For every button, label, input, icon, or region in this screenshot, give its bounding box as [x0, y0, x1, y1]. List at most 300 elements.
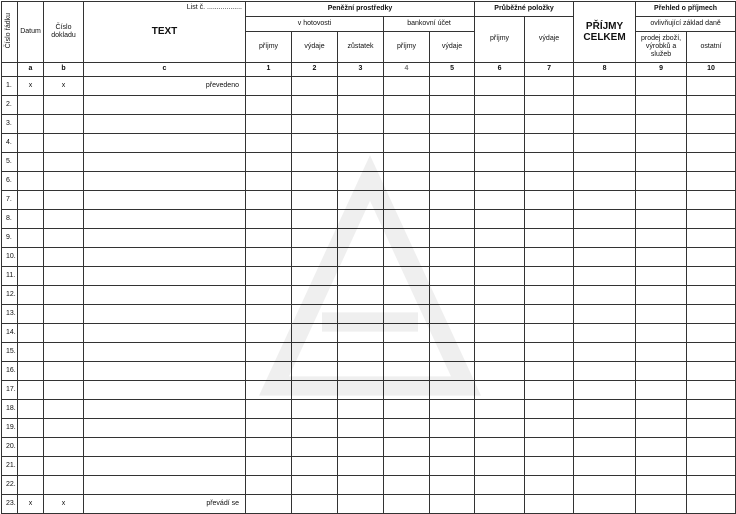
cash-expense-cell [292, 305, 338, 324]
row-number-cell: 9. [2, 229, 18, 248]
cash-balance-cell [338, 305, 384, 324]
text-cell [84, 115, 246, 134]
sales-cell [636, 419, 687, 438]
transit-expense-cell [525, 324, 574, 343]
table-row [2, 305, 736, 324]
transit-income-cell [475, 343, 525, 362]
doc-number-cell [44, 400, 84, 419]
date-cell [18, 381, 44, 400]
cash-balance-cell [338, 495, 384, 514]
sales-cell [636, 210, 687, 229]
transit-income-cell [475, 210, 525, 229]
transit-expense-cell [525, 343, 574, 362]
date-cell: x [18, 77, 44, 96]
date-cell: x [18, 495, 44, 514]
doc-number-cell [44, 476, 84, 495]
table-row [2, 191, 736, 210]
income-total-cell [574, 419, 636, 438]
date-cell [18, 248, 44, 267]
sales-cell [636, 476, 687, 495]
cash-expense-cell [292, 96, 338, 115]
transit-income-cell [475, 495, 525, 514]
bank-income-cell [384, 305, 430, 324]
cash-balance-cell [338, 96, 384, 115]
table-row [2, 438, 736, 457]
income-total-header: PŘÍJMY CELKEM [574, 2, 636, 63]
table-row [2, 362, 736, 381]
cash-income-cell [246, 286, 292, 305]
date-cell [18, 229, 44, 248]
text-cell [84, 248, 246, 267]
cash-expense-cell [292, 77, 338, 96]
sales-cell [636, 172, 687, 191]
other-cell [687, 77, 736, 96]
row-number-label: Číslo řádku [5, 12, 13, 49]
transit-income-cell [475, 362, 525, 381]
doc-number-cell [44, 381, 84, 400]
sales-header: prodej zboží, výrobků a služeb [636, 32, 687, 63]
income-total-cell [574, 476, 636, 495]
cash-income-cell [246, 172, 292, 191]
column-index-4: 4 [384, 63, 430, 77]
cash-balance-cell [338, 191, 384, 210]
transit-income-cell [475, 191, 525, 210]
other-header: ostatní [687, 32, 736, 63]
transit-expense-cell [525, 77, 574, 96]
text-cell [84, 210, 246, 229]
other-cell [687, 343, 736, 362]
bank-income-cell [384, 419, 430, 438]
cash-expense-cell [292, 172, 338, 191]
text-label: TEXT [151, 26, 178, 38]
sales-cell [636, 495, 687, 514]
column-index-2: 2 [292, 63, 338, 77]
transit-income-cell [475, 438, 525, 457]
cash-income-cell [246, 343, 292, 362]
bank-expense-cell [430, 457, 475, 476]
transit-income-cell [475, 172, 525, 191]
transit-expense-cell [525, 457, 574, 476]
bank-income-cell [384, 400, 430, 419]
date-cell [18, 324, 44, 343]
bank-income-cell [384, 115, 430, 134]
cash-income-cell [246, 77, 292, 96]
row-number-cell: 7. [2, 191, 18, 210]
income-total-cell [574, 495, 636, 514]
other-cell [687, 267, 736, 286]
other-cell [687, 96, 736, 115]
bank-income-cell [384, 438, 430, 457]
table-row [2, 267, 736, 286]
sales-cell [636, 400, 687, 419]
bank-expense-cell [430, 172, 475, 191]
cash-income-cell [246, 153, 292, 172]
doc-number-cell [44, 248, 84, 267]
other-cell [687, 381, 736, 400]
cash-expense-header: výdaje [292, 32, 338, 63]
table-row [2, 324, 736, 343]
income-total-cell [574, 248, 636, 267]
transit-expense-cell [525, 400, 574, 419]
transit-income-cell [475, 134, 525, 153]
date-cell [18, 362, 44, 381]
bank-income-cell [384, 191, 430, 210]
text-cell [84, 172, 246, 191]
cash-income-cell [246, 134, 292, 153]
transit-expense-cell [525, 381, 574, 400]
transit-items-header: Průběžné položky [475, 2, 574, 17]
table-row [2, 400, 736, 419]
sales-cell [636, 324, 687, 343]
table-row [2, 248, 736, 267]
transit-income-cell [475, 115, 525, 134]
other-cell [687, 324, 736, 343]
sales-cell [636, 343, 687, 362]
table-row [2, 115, 736, 134]
cash-expense-cell [292, 191, 338, 210]
table-row [2, 172, 736, 191]
row-number-cell: 6. [2, 172, 18, 191]
table-body [2, 77, 736, 514]
date-cell [18, 191, 44, 210]
doc-number-cell [44, 210, 84, 229]
sales-cell [636, 286, 687, 305]
cash-income-cell [246, 248, 292, 267]
cash-balance-cell [338, 229, 384, 248]
doc-number-cell [44, 419, 84, 438]
sales-cell [636, 267, 687, 286]
cash-expense-cell [292, 286, 338, 305]
bank-expense-cell [430, 248, 475, 267]
cash-expense-cell [292, 229, 338, 248]
transit-income-cell [475, 305, 525, 324]
table-row [2, 229, 736, 248]
row-number-cell: 15. [2, 343, 18, 362]
sales-cell [636, 305, 687, 324]
sales-cell [636, 134, 687, 153]
doc-number-cell [44, 191, 84, 210]
bank-expense-cell [430, 153, 475, 172]
text-cell [84, 362, 246, 381]
table-row [2, 210, 736, 229]
income-total-cell [574, 457, 636, 476]
column-index-10: 10 [687, 63, 736, 77]
cash-balance-cell [338, 210, 384, 229]
cash-income-cell [246, 381, 292, 400]
transit-expense-cell [525, 248, 574, 267]
text-cell [84, 134, 246, 153]
cash-book-table [1, 1, 736, 514]
doc-number-cell [44, 343, 84, 362]
cash-income-cell [246, 115, 292, 134]
cash-income-cell [246, 267, 292, 286]
bank-expense-cell [430, 438, 475, 457]
income-overview-header: Přehled o příjmech [636, 2, 736, 17]
row-number-cell: 2. [2, 96, 18, 115]
cash-balance-cell [338, 419, 384, 438]
table-row [2, 153, 736, 172]
doc-number-cell [44, 96, 84, 115]
text-cell [84, 229, 246, 248]
income-total-cell [574, 210, 636, 229]
cash-balance-cell [338, 77, 384, 96]
other-cell [687, 419, 736, 438]
doc-number-cell [44, 153, 84, 172]
row-number-cell: 10. [2, 248, 18, 267]
bank-expense-cell [430, 77, 475, 96]
transit-income-cell [475, 324, 525, 343]
bank-income-cell [384, 324, 430, 343]
transit-income-cell [475, 153, 525, 172]
doc-number-cell: x [44, 495, 84, 514]
bank-expense-cell [430, 476, 475, 495]
text-cell [84, 96, 246, 115]
row-number-cell: 3. [2, 115, 18, 134]
bank-income-cell [384, 134, 430, 153]
transit-expense-cell [525, 267, 574, 286]
cash-balance-cell [338, 381, 384, 400]
transit-expense-cell [525, 191, 574, 210]
text-cell [84, 286, 246, 305]
column-index-c: c [84, 63, 246, 77]
cash-expense-cell [292, 438, 338, 457]
column-index-a: a [18, 63, 44, 77]
column-index-6: 6 [475, 63, 525, 77]
bank-expense-cell [430, 229, 475, 248]
cash-income-cell [246, 191, 292, 210]
income-total-cell [574, 96, 636, 115]
column-index-8: 8 [574, 63, 636, 77]
bank-income-cell [384, 77, 430, 96]
income-total-cell [574, 153, 636, 172]
sales-cell [636, 191, 687, 210]
cash-balance-cell [338, 134, 384, 153]
text-cell [84, 153, 246, 172]
bank-income-cell [384, 286, 430, 305]
text-cell [84, 343, 246, 362]
other-cell [687, 115, 736, 134]
transit-expense-cell [525, 438, 574, 457]
table-row [2, 457, 736, 476]
table-row [2, 286, 736, 305]
row-number-cell: 20. [2, 438, 18, 457]
bank-income-cell [384, 153, 430, 172]
transit-expense-cell [525, 495, 574, 514]
bank-expense-cell [430, 495, 475, 514]
date-cell [18, 267, 44, 286]
income-total-cell [574, 362, 636, 381]
cash-expense-cell [292, 248, 338, 267]
income-total-cell [574, 381, 636, 400]
cash-income-cell [246, 495, 292, 514]
row-number-cell: 12. [2, 286, 18, 305]
column-index-3: 3 [338, 63, 384, 77]
column-index-7: 7 [525, 63, 574, 77]
bank-income-cell [384, 495, 430, 514]
income-total-cell [574, 77, 636, 96]
cash-expense-cell [292, 343, 338, 362]
cash-income-cell [246, 457, 292, 476]
text-cell [84, 419, 246, 438]
transit-income-cell [475, 248, 525, 267]
transit-expense-cell [525, 362, 574, 381]
income-total-cell [574, 324, 636, 343]
transit-expense-cell [525, 115, 574, 134]
cash-balance-cell [338, 476, 384, 495]
transit-income-cell [475, 96, 525, 115]
cash-income-header: příjmy [246, 32, 292, 63]
cash-income-cell [246, 362, 292, 381]
bank-income-cell [384, 267, 430, 286]
income-total-cell [574, 400, 636, 419]
bank-income-cell [384, 96, 430, 115]
transit-expense-cell [525, 210, 574, 229]
tax-base-header: ovlivňující základ daně [636, 17, 736, 32]
text-cell [84, 267, 246, 286]
cash-in-hand-header: v hotovosti [246, 17, 384, 32]
transit-income-header: příjmy [475, 17, 525, 63]
bank-expense-cell [430, 400, 475, 419]
transit-income-cell [475, 457, 525, 476]
bank-expense-cell [430, 419, 475, 438]
table-row [2, 381, 736, 400]
cash-balance-cell [338, 286, 384, 305]
date-cell [18, 210, 44, 229]
row-number-cell: 11. [2, 267, 18, 286]
bank-income-header: příjmy [384, 32, 430, 63]
date-cell [18, 172, 44, 191]
date-cell [18, 400, 44, 419]
bank-account-header: bankovní účet [384, 17, 475, 32]
sales-cell [636, 381, 687, 400]
doc-number-cell [44, 267, 84, 286]
doc-number-cell [44, 438, 84, 457]
other-cell [687, 495, 736, 514]
bank-expense-cell [430, 286, 475, 305]
doc-number-cell [44, 324, 84, 343]
text-cell [84, 381, 246, 400]
transit-income-cell [475, 229, 525, 248]
row-number-cell: 13. [2, 305, 18, 324]
transit-income-cell [475, 77, 525, 96]
date-label: Datum [20, 27, 41, 35]
text-cell [84, 457, 246, 476]
bank-income-cell [384, 476, 430, 495]
income-total-cell [574, 305, 636, 324]
row-number-cell: 18. [2, 400, 18, 419]
sales-cell [636, 229, 687, 248]
table-row [2, 495, 736, 514]
text-cell [84, 324, 246, 343]
table-row [2, 96, 736, 115]
row-number-cell: 23. [2, 495, 18, 514]
date-cell [18, 96, 44, 115]
cash-expense-cell [292, 210, 338, 229]
row-number-cell: 19. [2, 419, 18, 438]
income-total-cell [574, 343, 636, 362]
cash-expense-cell [292, 153, 338, 172]
row-number-cell: 22. [2, 476, 18, 495]
cash-income-cell [246, 438, 292, 457]
other-cell [687, 457, 736, 476]
transit-income-cell [475, 419, 525, 438]
cash-expense-cell [292, 362, 338, 381]
transit-expense-cell [525, 419, 574, 438]
transit-expense-cell [525, 153, 574, 172]
table-row [2, 134, 736, 153]
other-cell [687, 153, 736, 172]
date-cell [18, 457, 44, 476]
bank-expense-cell [430, 305, 475, 324]
doc-number-cell [44, 115, 84, 134]
cash-expense-cell [292, 495, 338, 514]
cash-expense-cell [292, 115, 338, 134]
table-header [2, 2, 736, 77]
cash-balance-cell [338, 248, 384, 267]
doc-number-cell [44, 134, 84, 153]
bank-income-cell [384, 381, 430, 400]
sales-cell [636, 115, 687, 134]
table-row [2, 419, 736, 438]
bank-income-cell [384, 210, 430, 229]
cash-income-cell [246, 476, 292, 495]
doc-number-header [44, 2, 84, 63]
transit-income-cell [475, 381, 525, 400]
text-header [84, 2, 246, 63]
doc-number-cell [44, 172, 84, 191]
text-cell [84, 400, 246, 419]
bank-income-cell [384, 248, 430, 267]
income-total-cell [574, 172, 636, 191]
text-cell [84, 476, 246, 495]
transit-expense-cell [525, 286, 574, 305]
other-cell [687, 229, 736, 248]
column-index-b: b [44, 63, 84, 77]
other-cell [687, 172, 736, 191]
cash-balance-cell [338, 153, 384, 172]
transit-expense-cell [525, 134, 574, 153]
cash-expense-cell [292, 400, 338, 419]
bank-expense-cell [430, 191, 475, 210]
other-cell [687, 286, 736, 305]
cash-expense-cell [292, 267, 338, 286]
bank-expense-cell [430, 267, 475, 286]
bank-expense-cell [430, 343, 475, 362]
cash-expense-cell [292, 324, 338, 343]
column-index-5: 5 [430, 63, 475, 77]
sales-cell [636, 457, 687, 476]
bank-expense-cell [430, 324, 475, 343]
bank-expense-cell [430, 210, 475, 229]
doc-number-label: Číslo dokladu [51, 23, 76, 39]
bank-income-cell [384, 343, 430, 362]
cash-income-cell [246, 96, 292, 115]
doc-number-cell [44, 305, 84, 324]
date-cell [18, 134, 44, 153]
transit-income-cell [475, 267, 525, 286]
income-total-cell [574, 267, 636, 286]
income-total-cell [574, 115, 636, 134]
bank-expense-cell [430, 362, 475, 381]
date-cell [18, 476, 44, 495]
cash-balance-cell [338, 362, 384, 381]
doc-number-cell [44, 286, 84, 305]
sheet-number-label: List č. .................. [186, 4, 242, 11]
bank-expense-cell [430, 381, 475, 400]
income-total-cell [574, 229, 636, 248]
row-number-header [2, 2, 18, 63]
cash-expense-cell [292, 134, 338, 153]
